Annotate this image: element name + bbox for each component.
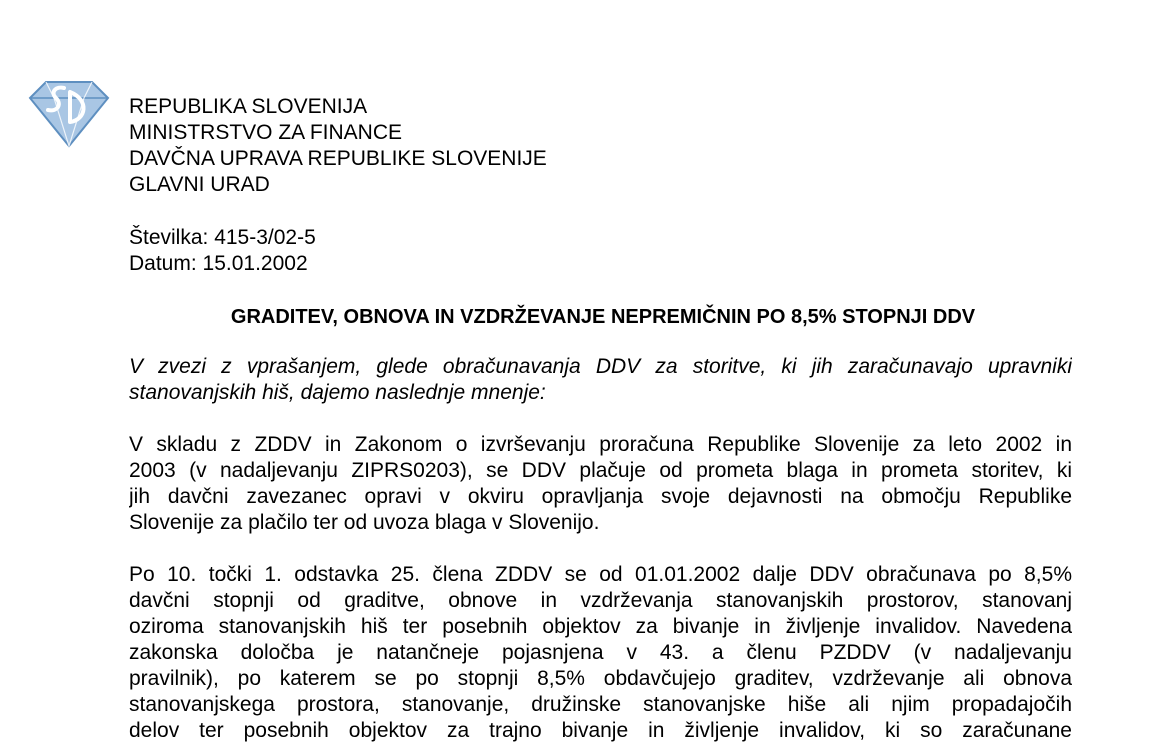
paragraph-line: V skladu z ZDDV in Zakonom o izvrševanju proračuna Republike Slovenije za leto 2002 in xyxy=(129,433,1072,456)
paragraph-line: pravilnik), po katerem se po stopnji 8,5% obdavčujejo graditev, vzdrževanje ali obnova xyxy=(129,667,1072,690)
paragraph-line: jih davčni zavezanec opravi v okviru opravljanja svoje dejavnosti na območju Republike xyxy=(129,485,1072,508)
paragraph-line: Slovenije za plačilo ter od uvoza blaga v Slovenijo. xyxy=(129,511,600,534)
paragraph-line: delov ter posebnih objektov za trajno bivanje in življenje invalidov, ki so zaračunane xyxy=(129,719,1072,742)
header-line-main-office: GLAVNI URAD xyxy=(129,173,270,196)
paragraph-line: zakonska določba je natančneje pojasnjena v 43. a členu PZDDV (v nadaljevanju xyxy=(129,641,1072,664)
body-paragraph xyxy=(129,432,1072,536)
paragraph-line: Po 10. točki 1. odstavka 25. člena ZDDV se od 01.01.2002 dalje DDV obračunava po 8,5% xyxy=(129,563,1072,586)
issuer-header xyxy=(129,94,547,198)
document-meta xyxy=(129,225,316,277)
durs-logo-icon xyxy=(26,76,112,150)
document-number: Številka: 415-3/02-5 xyxy=(129,226,316,249)
paragraph-line: stanovanjskih hiš, dajemo naslednje mnenje: xyxy=(129,381,546,404)
header-line-ministry: MINISTRSTVO ZA FINANCE xyxy=(129,121,403,144)
paragraph-line: V zvezi z vprašanjem, glede obračunavanja DDV za storitve, ki jih zaračunavajo upravniki xyxy=(129,355,1072,378)
paragraph-line: 2003 (v nadaljevanju ZIPRS0203), se DDV plačuje od prometa blaga in prometa storitev, ki xyxy=(129,459,1072,482)
document-body xyxy=(129,354,1072,743)
document-title: GRADITEV, OBNOVA IN VZDRŽEVANJE NEPREMIČNIN PO 8,5% STOPNJI DDV xyxy=(230,306,976,328)
header-line-republic: REPUBLIKA SLOVENIJA xyxy=(129,95,368,118)
document-date: Datum: 15.01.2002 xyxy=(129,252,308,275)
paragraph-line: stanovanjskega prostora, stanovanje, družinske stanovanjske hiše ali njim propadajočih xyxy=(129,693,1072,716)
intro-paragraph xyxy=(129,354,1072,406)
paragraph-line: oziroma stanovanjskih hiš ter posebnih objektov za bivanje in življenje invalidov. Navedena xyxy=(129,615,1072,638)
header-line-tax-admin: DAVČNA UPRAVA REPUBLIKE SLOVENIJE xyxy=(129,147,547,170)
paragraph-line: davčni stopnji od graditve, obnove in vzdrževanja stanovanjskih prostorov, stanovanj xyxy=(129,589,1072,612)
body-paragraph xyxy=(129,562,1072,743)
